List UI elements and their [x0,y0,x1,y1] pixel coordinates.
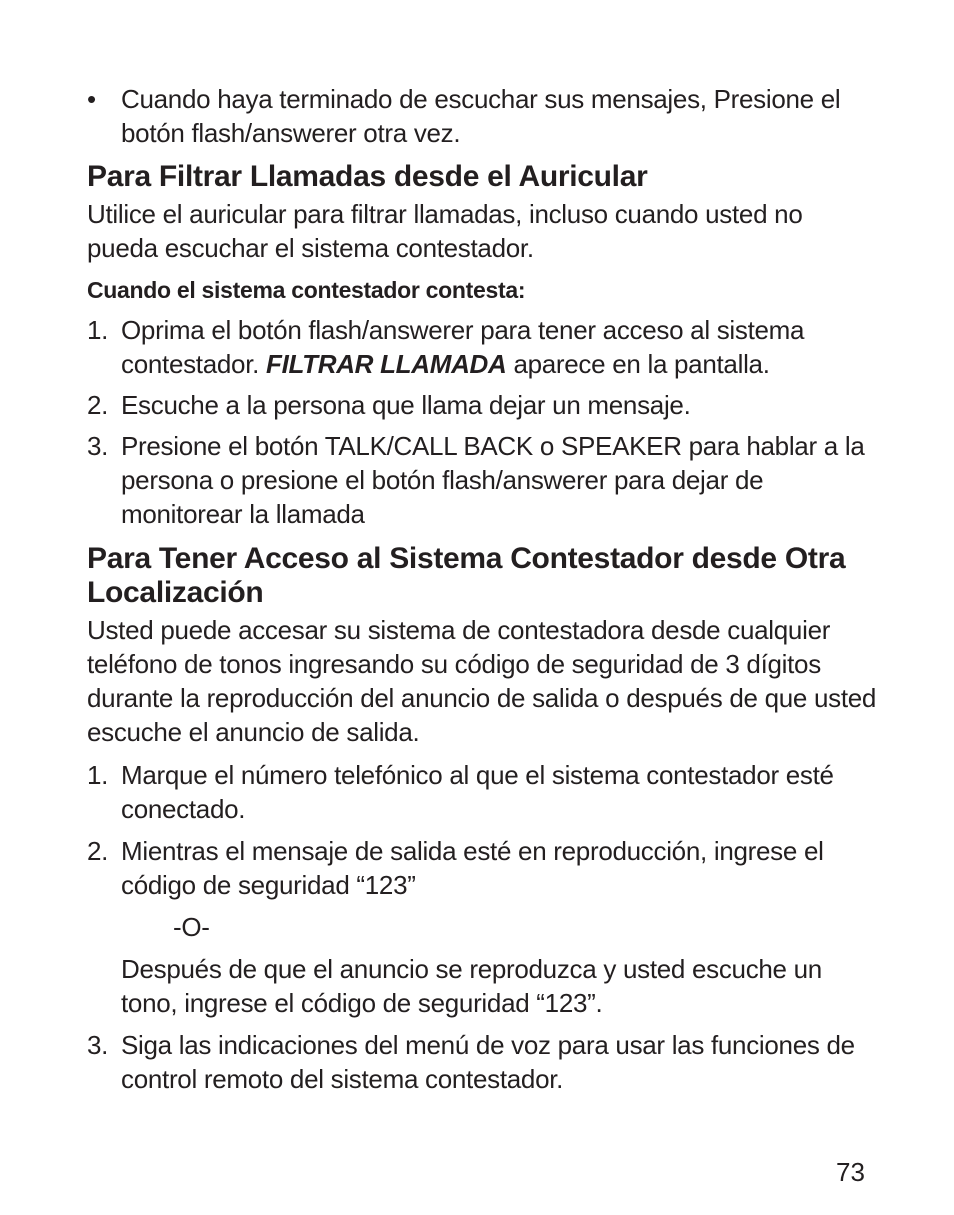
step-number: 1. [87,760,109,790]
step-text: Siga las indicaciones del menú de voz para usar las funciones de control remoto del sistema contestador. [121,1030,855,1094]
section1-step-2 [87,388,877,422]
section2-step-3 [87,1028,877,1096]
step-text: Mientras el mensaje de salida esté en reproducción, ingrese el código de seguridad “123” [121,836,824,900]
step-number: 2. [87,836,109,866]
manual-page [87,82,877,1096]
section1-subheading: Cuando el sistema contestador contesta: [87,277,526,303]
section1-step-3 [87,429,877,531]
section1-step-1 [87,313,877,381]
step-text: Marque el número telefónico al que el sistema contestador esté conectado. [121,760,834,824]
step-emphasis: FILTRAR LLAMADA [265,349,507,379]
step-text-before: Oprima el botón flash/answerer para tener acceso al sistema contestador. [121,315,805,379]
section2-step-1 [87,758,877,826]
bullet-item [87,82,877,150]
section2-intro: Usted puede accesar su sistema de contestadora desde cualquier teléfono de tonos ingresando su código de seguridad de 3 dígitos durante la reproducción del anuncio de salida o después de que usted escuche el anuncio de salida. [87,615,877,747]
or-separator: -O- [173,912,210,942]
section2-step-2-continuation: Después de que el anuncio se reproduzca y usted escuche un tono, ingrese el código de seguridad “123”. [121,954,822,1018]
step-text: Escuche a la persona que llama dejar un mensaje. [121,390,691,420]
step-number: 3. [87,1030,109,1060]
section2-step-2 [87,834,877,902]
bullet-item-text: Cuando haya terminado de escuchar sus mensajes, Presione el botón flash/answerer otra vez. [121,84,841,148]
bullet-symbol: • [87,84,96,114]
step-number: 3. [87,431,109,461]
page-number: 73 [836,1157,865,1187]
section1-heading: Para Filtrar Llamadas desde el Auricular [87,160,648,193]
section2-heading: Para Tener Acceso al Sistema Contestador desde Otra Localización [87,542,846,609]
step-text-after: aparece en la pantalla. [506,349,770,379]
section1-intro: Utilice el auricular para filtrar llamadas, incluso cuando usted no pueda escuchar el sistema contestador. [87,199,803,263]
step-text: Presione el botón TALK/CALL BACK o SPEAKER para hablar a la persona o presione el botón flash/answerer para dejar de monitorear la llamada [121,431,865,529]
step-number: 1. [87,315,109,345]
step-number: 2. [87,390,109,420]
